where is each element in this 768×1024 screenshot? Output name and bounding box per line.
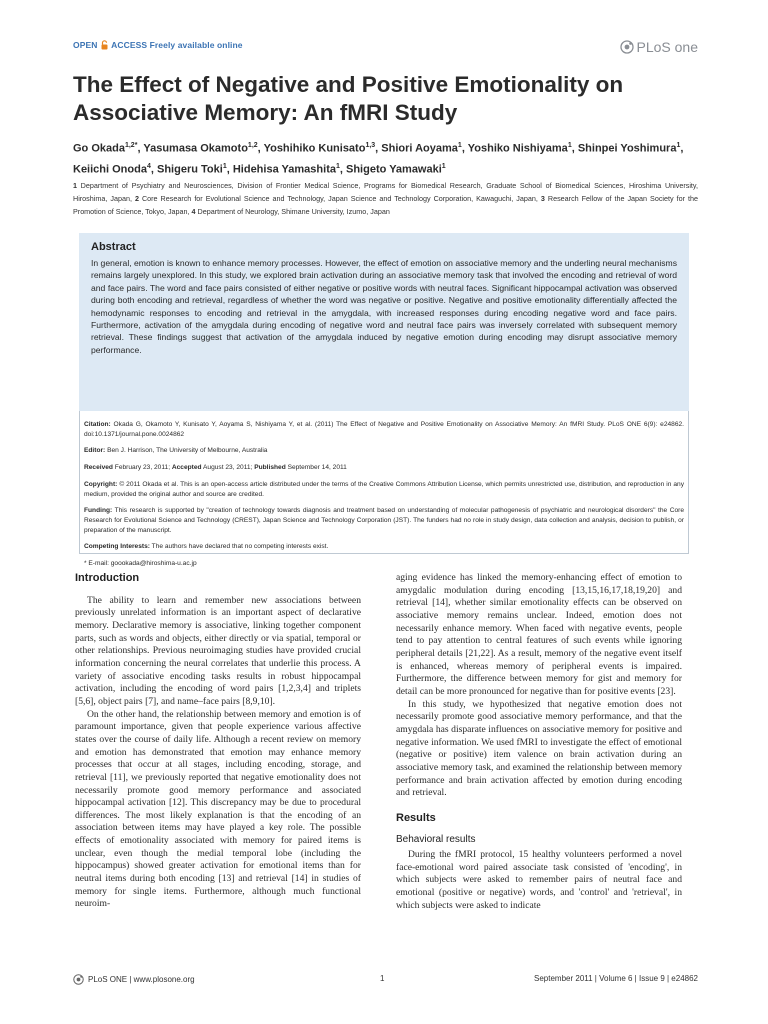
affil-num-3: 3 xyxy=(540,193,545,203)
affil-3: Research Fellow of the Japan Society for the Promotion of Science, Tokyo, Japan, xyxy=(73,193,698,216)
affiliations xyxy=(73,180,698,218)
author-name: Yoshiko Nishiyama xyxy=(467,142,568,155)
author-affiliation-marker: 1 xyxy=(335,162,340,170)
page-number: 1 xyxy=(380,974,385,983)
introduction-heading: Introduction xyxy=(75,572,140,584)
open-label: OPEN xyxy=(73,40,98,50)
author-name: Go Okada xyxy=(73,142,125,155)
competing-label: Competing Interests: xyxy=(84,543,150,551)
dates-line xyxy=(84,463,684,473)
abstract-heading: Abstract xyxy=(91,241,136,253)
right-column xyxy=(396,572,682,912)
intro-paragraph-4: In this study, we hypothesized that negative emotion does not necessarily promote good associative memory performance, and that the amygdala has disparate influences on associative memory for positive and negative information. We used fMRI to investigate the effect of emotional (negative or positive) item valence on brain activation during an associative memory task, and examined the relationship between memory performance and brain activation affected by emotion during encoding and retrieval. xyxy=(396,698,682,799)
author-name: Yoshihiko Kunisato xyxy=(263,142,366,155)
plos-logo-icon xyxy=(620,40,634,54)
plos-one-wordmark: PLoS one xyxy=(636,39,698,55)
plos-footer-icon xyxy=(73,974,84,985)
affil-num-2: 2 xyxy=(134,193,139,203)
author-name: Hidehisa Yamashita xyxy=(232,163,336,176)
plos-one-logo xyxy=(620,38,699,56)
competing-text: The authors have declared that no competing interests exist. xyxy=(149,543,329,551)
author-affiliation-marker: 1 xyxy=(567,142,572,149)
copyright-label: Copyright: xyxy=(84,480,118,488)
author-list: Go Okada$^{1,2*}$, Yasumasa Okamoto$^{1,2}$, Yoshihiko Kunisato$^{1,3}$, Shiori Aoyama$^1$, Yoshiko Nishiyama$^1$, Shinpei Yoshimura$^1$, Keiichi Onoda$^4$, Shigeru Toki$^1$, Hidehisa Yamashita$^1$, Shigeto Yamawaki$^1$ xyxy=(73,142,684,176)
intro-paragraph-3: aging evidence has linked the memory-enhancing effect of emotion to amygdalic modulation during encoding [13,15,16,17,18,19,20] and retrieval [14], whether similar emotionality effects can be observed on associative memory remains unclear. Indeed, emotion does not necessarily enhance memory. When faced with negative events, people tend to pay attention to central features of such events while ignoring peripheral details [21,22]. As a result, memory of the negative event itself is enhanced, whereas memory of peripheral events is impaired. Furthermore, the difference between memory for gist and memory for detail can be more pronounced for negative than for positive events [23]. xyxy=(396,572,682,697)
abstract-box xyxy=(79,233,689,411)
intro-paragraph-1: The ability to learn and remember new associations between previously unrelated information is an important aspect of declarative memory. Declarative memory is associative, linking together component parts, such as words and objects, either directly or via spatial, temporal or other relationships. Previous neuroimaging studies have provided crucial information concerning the neural correlates that underlie this process. A variety of associative encoding tasks results in robust hippocampal activation, including the encoding of word pairs [1,2,3,4] and triplets [5,6], object pairs [7], and name–face pairs [8,9,10]. xyxy=(75,594,361,707)
citation-line xyxy=(84,420,684,439)
article-info xyxy=(84,420,684,569)
editor-text: Ben J. Harrison, The University of Melbourne, Australia xyxy=(105,447,268,455)
affil-num-4: 4 xyxy=(191,206,196,216)
affil-4: Department of Neurology, Shimane University, Izumo, Japan xyxy=(195,206,390,216)
email-line: * E-mail: goookada@hiroshima-u.ac.jp xyxy=(84,560,197,568)
citation-label: Citation: xyxy=(84,421,111,428)
author-name: Yasumasa Okamoto xyxy=(143,142,248,155)
editor-label: Editor: xyxy=(84,447,106,455)
affil-1: Department of Psychiatry and Neurosciences, Division of Frontier Medical Science, Programs for Biomedical Research, Graduate School of Biomedical Sciences, Hiroshima University, Hiroshima, Japan, xyxy=(73,181,698,203)
accepted-label: Accepted xyxy=(171,464,202,472)
journal-header xyxy=(73,38,698,56)
affil-2: Core Research for Evolutional Science and Technology, Japan Science and Technology Corporation, Kawaguchi, Japan, xyxy=(138,193,541,203)
author-name: Shigeru Toki xyxy=(157,163,223,176)
intro-paragraph-2: On the other hand, the relationship between memory and emotion is of paramount importance, given that people experience various affective states over the course of daily life. Although a recent review on memory and emotion has demonstrated that emotion may enhance memory processes that occur at all stages, including encoding, storage, and retrieval [11], we previously reported that negative emotionality does not necessarily promote good memory performance and associated hippocampal activation [12]. This discrepancy may be due to procedural differences. The most likely explanation is that the encoding of an association between items may have played a key role. The possible effects of emotionality associated with memory for paired items is unclear, even though the medial temporal lobe (including the hippocampus) showed greater activation for emotional items than for neutral items during both encoding [13] and retrieval [14] in studies of memory for single items. Furthermore, although much functional neuroim- xyxy=(75,708,361,910)
funding-line xyxy=(84,506,684,535)
footer-issue-info: September 2011 | Volume 6 | Issue 9 | e24862 xyxy=(534,974,698,983)
affil-num-1: 1 xyxy=(73,181,77,190)
published-label: Published xyxy=(254,464,286,472)
author-name: Shigeto Yamawaki xyxy=(346,163,442,176)
footer-journal xyxy=(73,974,195,985)
page-footer xyxy=(73,974,698,988)
author-affiliation-marker: 1 xyxy=(222,162,227,170)
accepted-date: August 23, 2011; xyxy=(201,464,255,472)
author-affiliation-marker: 4 xyxy=(146,162,151,170)
paper-title: The Effect of Negative and Positive Emotionality on Associative Memory: An fMRI Study xyxy=(73,72,624,125)
author-affiliation-marker: 1 xyxy=(457,142,462,149)
competing-interests-line xyxy=(84,542,684,552)
author-affiliation-marker: 1,3 xyxy=(365,142,376,149)
author-affiliation-marker: 1 xyxy=(676,142,681,149)
author-affiliation-marker: 1,2* xyxy=(124,142,138,149)
published-date: September 14, 2011 xyxy=(285,464,347,472)
copyright-text: © 2011 Okada et al. This is an open-access article distributed under the terms of the Creative Commons Attribution License, which permits unrestricted use, distribution, and reproduction in any medium, provided the original author and source are credited. xyxy=(84,480,684,498)
results-paragraph-1: During the fMRI protocol, 15 healthy volunteers performed a novel face-emotional word paired associate task consisted of 'encoding', in which subjects were asked to remember pairs of neutral face and emotional (positive or negative) words, and 'control' and 'retrieval', in which subjects were asked to indicate xyxy=(396,849,682,911)
received-label: Received xyxy=(84,464,113,472)
results-heading: Results xyxy=(396,811,436,824)
left-column xyxy=(75,572,361,911)
open-access-banner xyxy=(73,40,243,50)
author-affiliation-marker: 1 xyxy=(441,162,446,170)
editor-line xyxy=(84,446,684,456)
behavioral-results-heading: Behavioral results xyxy=(396,834,476,846)
access-label: ACCESS Freely available online xyxy=(111,40,243,50)
author-affiliation-marker: 1,2 xyxy=(247,142,258,149)
copyright-line xyxy=(84,480,684,499)
author-name: Shinpei Yoshimura xyxy=(577,142,677,155)
received-date: February 23, 2011; xyxy=(112,464,172,472)
funding-text: This research is supported by "creation of technology towards diagnosis and treatment based on understanding of molecular pathogenesis of psychiatric and neurological disorders" the Core Research for Evolutional Science and Technology (CREST), Japan Science and Technology Corporation (JST). The funders had no role in study design, data collection and analysis, decision to publish, or preparation of the manuscript. xyxy=(84,507,684,534)
abstract-body: In general, emotion is known to enhance memory processes. However, the effect of emotion on associative memory and the underling neural mechanisms remains largely unexplored. In this study, we explored brain activation during an associative memory task that involved the encoding and retrieval of word and face pairs. The word and face pairs consisted of either negative or positive words with neutral faces. Significant hippocampal activation was observed during both encoding and retrieval, regardless of whether the word was negative or positive. Negative and positive emotionality differentially affected the hemodynamic responses to encoding and retrieval in the amygdala, with increased responses during encoding negative word and face pairs. Furthermore, activation of the amygdala during encoding of negative word and neutral face pairs was inversely correlated with subsequent memory retrieval. These findings suggest that activation of the amygdala induced by negative emotion during encoding may disrupt associative memory performance. xyxy=(91,258,677,355)
open-access-lock-icon xyxy=(101,40,108,50)
footer-journal-url: PLoS ONE | www.plosone.org xyxy=(88,975,195,984)
funding-label: Funding: xyxy=(84,507,113,515)
author-name: Keiichi Onoda xyxy=(73,163,147,176)
citation-text: Okada G, Okamoto Y, Kunisato Y, Aoyama S, Nishiyama Y, et al. (2011) The Effect of Negative and Positive Emotionality on Associative Memory: An fMRI Study. PLoS ONE 6(9): e24862. doi:10.1371/journal.pone.0024862 xyxy=(84,421,684,438)
author-name: Shiori Aoyama xyxy=(381,142,458,155)
